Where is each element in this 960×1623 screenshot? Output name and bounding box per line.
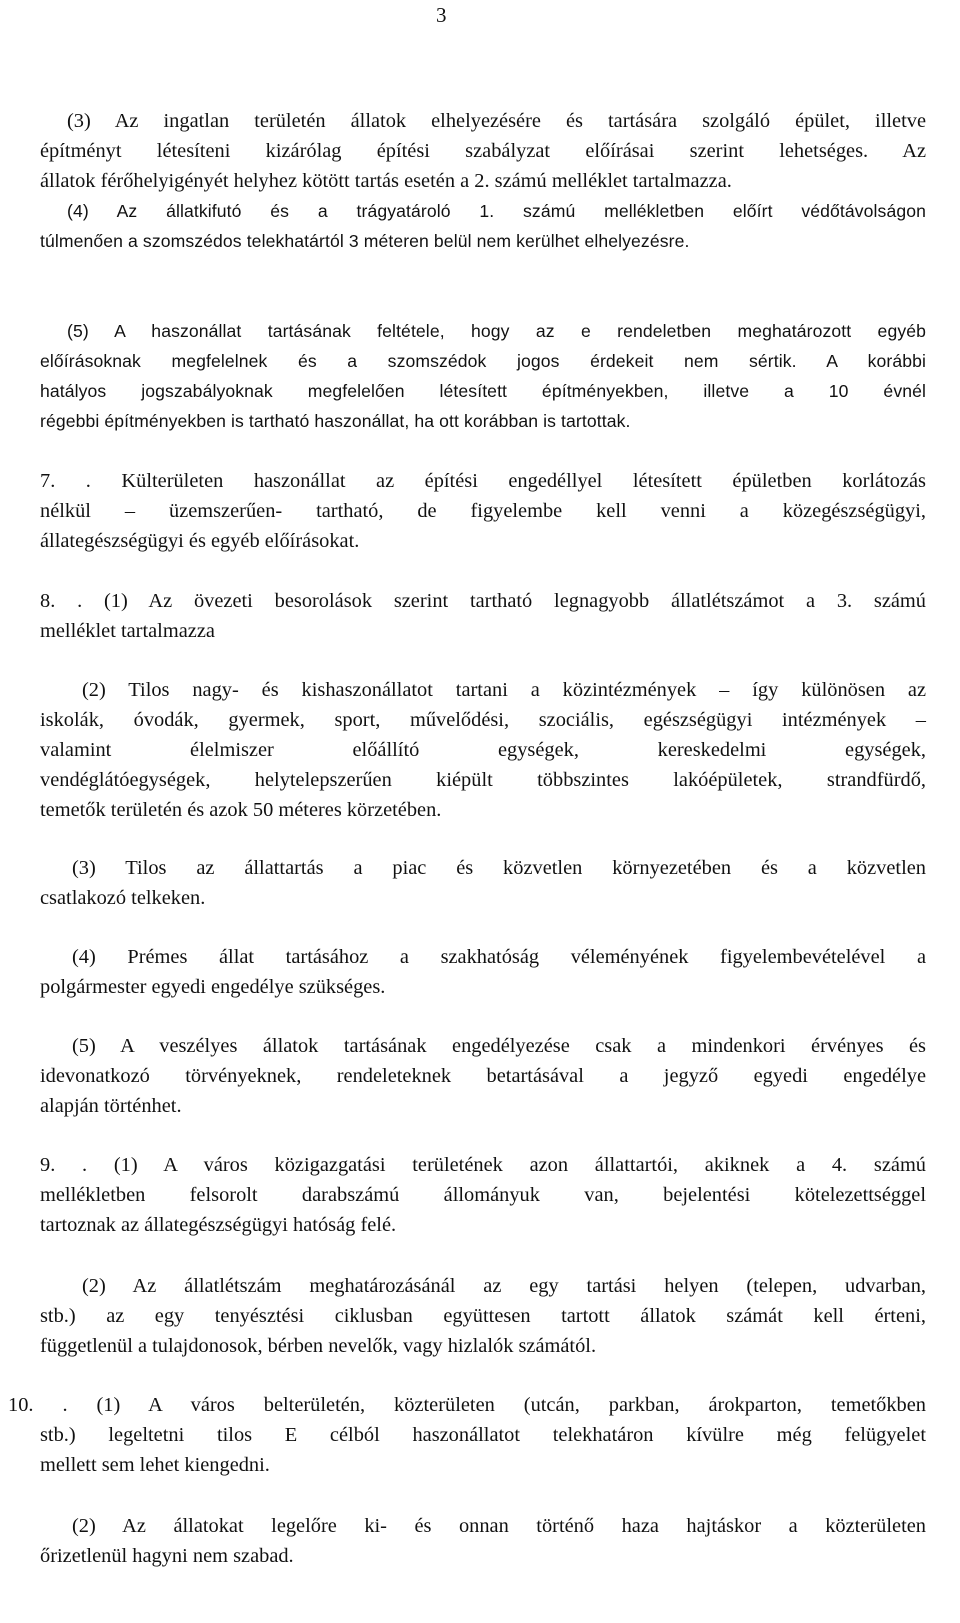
text-line: (4) Az állatkifutó és a trágyatároló 1. számú mellékletben előírt védőtávolságon	[67, 201, 926, 221]
text-line: (5) A haszonállat tartásának feltétele, hogy az e rendeletben meghatározott egyéb	[67, 321, 926, 341]
text-line: idevonatkozó törvényeknek, rendeleteknek betartásával a jegyző egyedi engedélye	[40, 1065, 926, 1087]
text-line: vendéglátóegységek, helytelepszerűen kiépült többszintes lakóépületek, strandfürdő,	[40, 769, 926, 791]
text-line: mellett sem lehet kiengedni.	[40, 1454, 270, 1476]
text-line: 7. . Külterületen haszonállat az építési engedéllyel létesített épületben korlátozás	[40, 470, 926, 492]
section-7-outskirts	[40, 466, 926, 556]
text-line: túlmenően a szomszédos telekhatártól 3 méteren belül nem kerülhet elhelyezésre.	[40, 231, 690, 251]
paragraph-3-livestock-buildings	[40, 106, 926, 196]
text-line: mellékletben felsorolt darabszámú állományuk van, bejelentési kötelezettséggel	[40, 1184, 926, 1206]
text-line: építményt létesíteni kizárólag építési szabályzat előírásai szerint lehetséges. Az	[40, 140, 926, 162]
text-line: melléklet tartalmazza	[40, 620, 215, 642]
text-line: temetők területén és azok 50 méteres körzetében.	[40, 799, 442, 821]
text-line: alapján történhet.	[40, 1095, 182, 1117]
section-10-paragraph-2	[40, 1511, 926, 1571]
text-line: (4) Prémes állat tartásához a szakhatóság véleményének figyelembevételével a	[72, 946, 926, 968]
text-line: régebbi építményekben is tartható haszonállat, ha ott korábban is tartottak.	[40, 411, 631, 431]
text-line: stb.) az egy tenyésztési ciklusban együttesen tartott állatok számát kell érteni,	[40, 1305, 926, 1327]
text-line: iskolák, óvodák, gyermek, sport, művelődési, szociális, egészségügyi intézmények –	[40, 709, 926, 731]
text-line: állatok férőhelyigényét helyhez kötött tartás esetén a 2. számú melléklet tartalmazza.	[40, 170, 732, 192]
section-9-registration	[40, 1150, 926, 1240]
text-line: nélkül – üzemszerűen- tartható, de figyelembe kell venni a közegészségügyi,	[40, 500, 926, 522]
paragraph-4-paddock-distance	[40, 196, 926, 256]
text-line: függetlenül a tulajdonosok, bérben nevelők, vagy hizlalók számától.	[40, 1335, 597, 1357]
section-8-paragraph-4	[40, 942, 926, 1002]
text-line: 9. . (1) A város közigazgatási területének azon állattartói, akiknek a 4. számú	[40, 1154, 926, 1176]
text-line: (3) Az ingatlan területén állatok elhelyezésére és tartására szolgáló épület, illetve	[67, 110, 926, 132]
paragraph-5-livestock-conditions	[40, 316, 926, 436]
text-line: állategészségügyi és egyéb előírásokat.	[40, 530, 360, 552]
page-number: 3	[436, 3, 447, 27]
text-line: (2) Az állatlétszám meghatározásánál az egy tartási helyen (telepen, udvarban,	[82, 1275, 926, 1297]
section-8-paragraph-2	[40, 675, 926, 825]
section-8-paragraph-5	[40, 1031, 926, 1121]
text-line: őrizetlenül hagyni nem szabad.	[40, 1545, 294, 1567]
text-line: (2) Tilos nagy- és kishaszonállatot tartani a közintézmények – így különösen az	[82, 679, 926, 701]
text-line: polgármester egyedi engedélye szükséges.	[40, 976, 386, 998]
section-8-paragraph-3	[40, 853, 926, 913]
text-line: (5) A veszélyes állatok tartásának engedélyezése csak a mindenkori érvényes és	[72, 1035, 926, 1057]
section-8-zoning	[40, 586, 926, 646]
text-line: valamint élelmiszer előállító egységek, kereskedelmi egységek,	[40, 739, 926, 761]
text-line: tartoznak az állategészségügyi hatóság felé.	[40, 1214, 397, 1236]
text-line: 10. . (1) A város belterületén, közterületen (utcán, parkban, árokparton, temetőkben	[8, 1394, 926, 1416]
text-line: (3) Tilos az állattartás a piac és közvetlen környezetében és a közvetlen	[72, 857, 926, 879]
text-line: stb.) legeltetni tilos E célból haszonállatot telekhatáron kívülre még felügyelet	[40, 1424, 926, 1446]
section-9-paragraph-2	[40, 1271, 926, 1361]
text-line: (2) Az állatokat legelőre ki- és onnan történő haza hajtáskor a közterületen	[72, 1515, 926, 1537]
section-10-grazing	[8, 1390, 926, 1480]
text-line: előírásoknak megfelelnek és a szomszédok jogos érdekeit nem sértik. A korábbi	[40, 351, 926, 371]
text-line: hatályos jogszabályoknak megfelelően létesített építményekben, illetve a 10 évnél	[40, 381, 926, 401]
text-line: csatlakozó telkeken.	[40, 887, 206, 909]
text-line: 8. . (1) Az övezeti besorolások szerint tartható legnagyobb állatlétszámot a 3. számú	[40, 590, 926, 612]
